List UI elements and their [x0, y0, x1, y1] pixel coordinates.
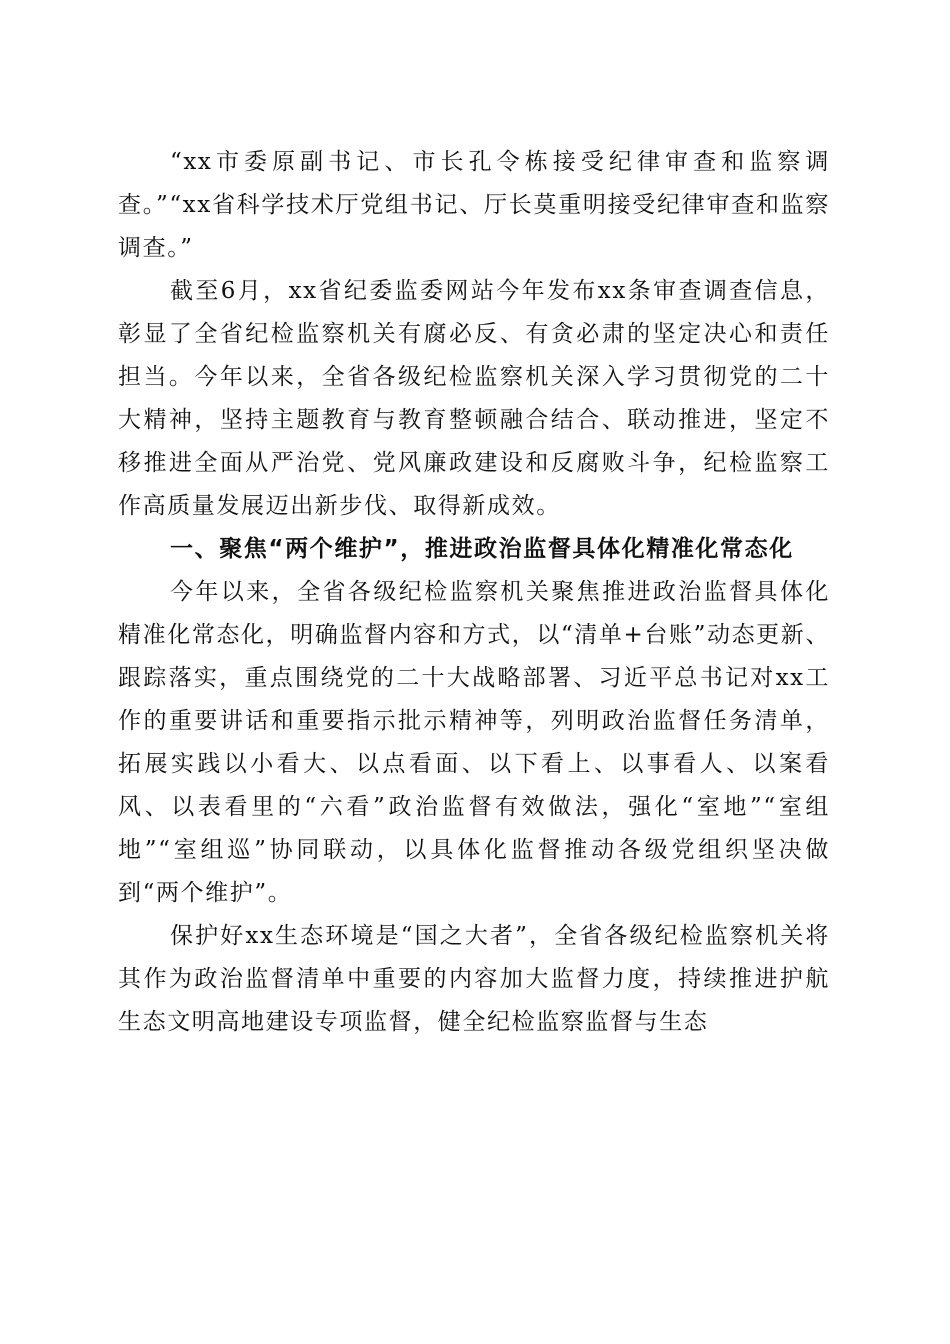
paragraph-political-supervision: 今年以来，全省各级纪检监察机关聚焦推进政治监督具体化精准化常态化，明确监督内容和方式，以“清单+台账”动态更新、跟踪落实，重点围绕党的二十大战略部署、习近平总书记对xx工作的重要讲话和重要指示批示精神等，列明政治监督任务清单，拓展实践以小看大、以点看面、以下看上、以事看人、以案看风、以表看里的“六看”政治监督有效做法，强化“室地”“室组地”“室组巡”协同联动，以具体化监督推动各级党组织坚决做到“两个维护”。: [118, 579, 830, 906]
paragraph-ecology-supervision: 保护好xx生态环境是“国之大者”，全省各级纪检监察机关将其作为政治监督清单中重要的内容加大监督力度，持续推进护航生态文明高地建设专项监督，健全纪检监察监督与生态: [118, 923, 830, 1035]
document-body: [118, 141, 830, 1044]
section-heading-1: 一、聚焦“两个维护”，推进政治监督具体化精准化常态化: [170, 536, 794, 562]
paragraph-investigation-notices: “xx市委原副书记、市长孔令栋接受纪律审查和监察调查。”“xx省科学技术厅党组书记、厅长莫重明接受纪律审查和监察调查。”: [118, 149, 830, 261]
paragraph-overview: 截至6月，xx省纪委监委网站今年发布xx条审查调查信息，彰显了全省纪检监察机关有腐必反、有贪必肃的坚定决心和责任担当。今年以来，全省各级纪检监察机关深入学习贯彻党的二十大精神，坚持主题教育与教育整顿融合结合、联动推进，坚定不移推进全面从严治党、党风廉政建设和反腐败斗争，纪检监察工作高质量发展迈出新步伐、取得新成效。: [118, 278, 830, 519]
